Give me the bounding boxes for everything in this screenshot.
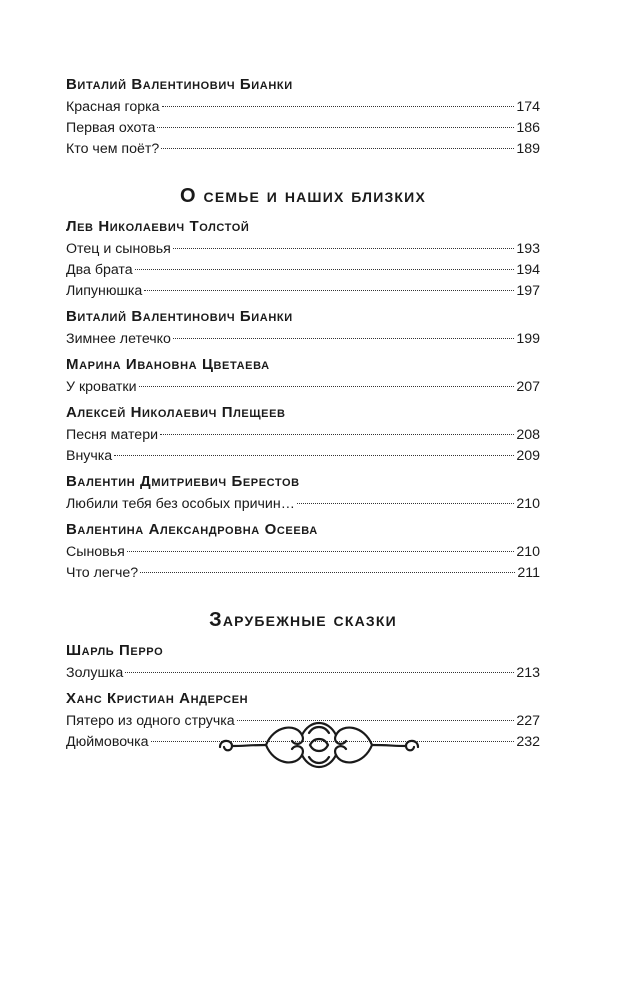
entry-page-number: 227 [516,713,540,729]
entry-page-number: 210 [516,544,540,560]
toc-entry [66,239,540,260]
flourish-ornament-icon [214,715,424,775]
dot-leader [173,248,515,249]
dot-leader [127,551,515,552]
toc-entry [66,377,540,398]
dot-leader [140,572,515,573]
entry-page-number: 213 [516,665,540,681]
author-name: Ханс Кристиан Андерсен [66,690,249,707]
entry-title: Сыновья [66,544,125,560]
toc-entry [66,446,540,467]
entry-title: Зимнее летечко [66,331,171,347]
author-name: Лев Николаевич Толстой [66,218,250,235]
entry-page-number: 210 [516,496,540,512]
dot-leader [161,148,514,149]
author-name: Виталий Валентинович Бианки [66,76,293,93]
entry-title: Два брата [66,262,133,278]
toc-entry [66,494,540,515]
dot-leader [173,338,514,339]
entry-page-number: 174 [516,99,540,115]
entry-page-number: 232 [516,734,540,750]
dot-leader [114,455,514,456]
entry-page-number: 211 [517,565,540,581]
author-name: Виталий Валентинович Бианки [66,308,293,325]
entry-page-number: 199 [516,331,540,347]
author-name: Алексей Николаевич Плещеев [66,404,286,421]
toc-entry [66,139,540,160]
entry-title: Дюймовочка [66,734,149,750]
entry-title: Внучка [66,448,113,464]
author-name: Марина Ивановна Цветаева [66,356,270,373]
entry-title: Любили тебя без особых причин… [66,496,295,512]
toc-entry [66,281,540,302]
entry-page-number: 209 [516,448,540,464]
entry-title: Что легче? [66,565,139,581]
toc-entry [66,260,540,281]
table-of-contents [66,76,540,753]
entry-title: Первая охота [66,120,156,136]
entry-title: Пятеро из одного стручка [66,713,235,729]
entry-title: У кроватки [66,379,137,395]
entry-page-number: 197 [516,283,540,299]
entry-page-number: 194 [516,262,540,278]
toc-entry [66,425,540,446]
entry-page-number: 186 [516,120,540,136]
dot-leader [139,386,515,387]
dot-leader [297,503,514,504]
dot-leader [160,434,514,435]
entry-page-number: 208 [516,427,540,443]
entry-page-number: 193 [516,241,540,257]
entry-page-number: 189 [516,141,540,157]
entry-title: Красная горка [66,99,160,115]
toc-entry [66,563,540,584]
toc-entry [66,97,540,118]
section-heading: О семье и наших близких [180,185,426,207]
toc-entry [66,663,540,684]
toc-entry [66,542,540,563]
dot-leader [135,269,515,270]
dot-leader [125,672,514,673]
toc-entry [66,118,540,139]
author-name: Валентин Дмитриевич Берестов [66,473,300,490]
author-name: Валентина Александровна Осеева [66,521,318,538]
section-heading: Зарубежные сказки [209,609,397,631]
dot-leader [157,127,514,128]
entry-title: Песня матери [66,427,159,443]
dot-leader [162,106,515,107]
dot-leader [144,290,514,291]
entry-page-number: 207 [516,379,540,395]
toc-entry [66,329,540,350]
entry-title: Золушка [66,665,124,681]
entry-title: Кто чем поёт? [66,141,160,157]
entry-title: Отец и сыновья [66,241,171,257]
entry-title: Липунюшка [66,283,143,299]
author-name: Шарль Перро [66,642,164,659]
